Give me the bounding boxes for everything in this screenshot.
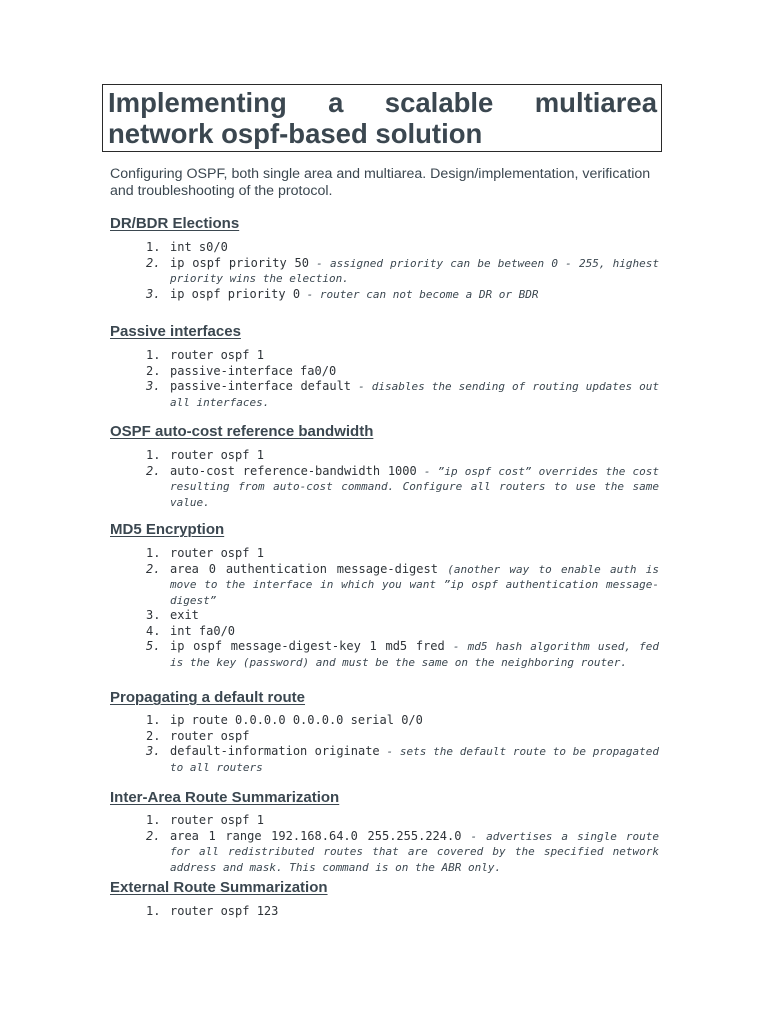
step-command: router ospf 123 — [170, 904, 279, 918]
step-command: exit — [170, 608, 199, 622]
step-number: 1. — [146, 348, 161, 362]
step-note: - ”ip ospf cost” overrides the cost resulting from auto-cost command. Configure all routers to use the same value. — [170, 464, 659, 509]
step-item — [110, 364, 659, 380]
step-note: - disables the sending of routing updates out all interfaces. — [170, 380, 659, 409]
step-note: - sets the default route to be propagated to all routers — [170, 745, 659, 774]
section-heading-external: External Route Summarization — [110, 879, 328, 896]
step-item — [110, 240, 659, 256]
step-number: 3. — [146, 286, 161, 301]
step-item — [110, 562, 659, 609]
section-steps-passive-interfaces — [110, 348, 659, 410]
step-number: 2. — [146, 561, 161, 576]
step-note: - assigned priority can be between 0 - 255, highest priority wins the election. — [170, 256, 659, 285]
step-command: router ospf 1 — [170, 813, 264, 827]
section-steps-md5 — [110, 546, 659, 670]
step-item — [110, 639, 659, 670]
step-command: router ospf 1 — [170, 348, 264, 362]
step-command: passive-interface fa0/0 — [170, 363, 337, 378]
step-number: 4. — [146, 623, 161, 638]
step-item — [110, 813, 659, 829]
step-command: area 0 authentication message-digest — [170, 561, 438, 576]
step-command: router ospf — [170, 728, 250, 743]
step-item — [110, 829, 659, 876]
step-item — [110, 256, 659, 287]
section-steps-inter-area — [110, 813, 659, 875]
step-item — [110, 744, 659, 775]
section-steps-default-route — [110, 713, 659, 775]
step-number: 2. — [146, 255, 161, 270]
step-item — [110, 348, 659, 364]
section-heading-default-route: Propagating a default route — [110, 689, 306, 706]
step-item — [110, 608, 659, 624]
step-number: 1. — [146, 904, 161, 918]
step-note: - router can not become a DR or BDR — [300, 287, 539, 301]
step-command: int s0/0 — [170, 240, 228, 254]
step-number: 2. — [146, 363, 161, 378]
step-number: 2. — [146, 728, 161, 743]
step-note: - md5 hash algorithm used, fed is the key (password) and must be the same on the neighboring router. — [170, 640, 659, 669]
step-item — [110, 464, 659, 511]
step-command: router ospf 1 — [170, 448, 264, 462]
section-steps-dr-bdr — [110, 240, 659, 302]
step-note: - advertises a single route for all redistributed routes that are covered by the specified network address and mask. This command is on the ABR only. — [170, 829, 659, 874]
step-item — [110, 379, 659, 410]
step-command: area 1 range 192.168.64.0 255.255.224.0 — [170, 828, 462, 843]
step-number: 2. — [146, 828, 161, 843]
step-item — [110, 904, 659, 920]
step-item — [110, 624, 659, 640]
step-number: 1. — [146, 546, 161, 560]
step-number: 5. — [146, 639, 161, 653]
section-heading-md5: MD5 Encryption — [110, 521, 225, 538]
step-command: ip ospf priority 0 — [170, 286, 301, 301]
step-command: auto-cost reference-bandwidth 1000 — [170, 463, 417, 478]
step-item — [110, 448, 659, 464]
section-heading-auto-cost: OSPF auto-cost reference bandwidth — [110, 423, 374, 440]
step-command: ip ospf message-digest-key 1 md5 fred — [170, 639, 445, 653]
step-number: 3. — [146, 744, 161, 758]
step-number: 1. — [146, 813, 161, 827]
step-command: ip ospf priority 50 — [170, 255, 309, 270]
step-item — [110, 287, 659, 303]
step-command: passive-interface default — [170, 379, 352, 393]
step-number: 3. — [146, 379, 161, 393]
step-number: 2. — [146, 463, 161, 478]
step-command: ip route 0.0.0.0 0.0.0.0 serial 0/0 — [170, 713, 423, 727]
step-command: int fa0/0 — [170, 623, 236, 638]
section-steps-auto-cost — [110, 448, 659, 510]
step-number: 1. — [146, 713, 161, 727]
step-item — [110, 729, 659, 745]
intro-paragraph: Configuring OSPF, both single area and multiarea. Design/implementation, verification and troubleshooting of the protocol. — [110, 166, 651, 199]
step-item — [110, 546, 659, 562]
step-number: 1. — [146, 240, 161, 254]
section-heading-dr-bdr: DR/BDR Elections — [110, 215, 240, 232]
section-heading-passive-interfaces: Passive interfaces — [110, 323, 241, 340]
step-command: router ospf 1 — [170, 546, 264, 560]
section-heading-inter-area: Inter-Area Route Summarization — [110, 789, 340, 806]
step-number: 3. — [146, 608, 161, 622]
section-steps-external — [110, 904, 659, 920]
step-command: default-information originate — [170, 744, 380, 758]
step-number: 1. — [146, 448, 161, 462]
document-title: Implementing a scalable multiarea network ospf-based solution — [108, 87, 657, 149]
step-note: (another way to enable auth is move to the interface in which you want ”ip ospf authentication message-digest” — [170, 562, 659, 607]
step-item — [110, 713, 659, 729]
